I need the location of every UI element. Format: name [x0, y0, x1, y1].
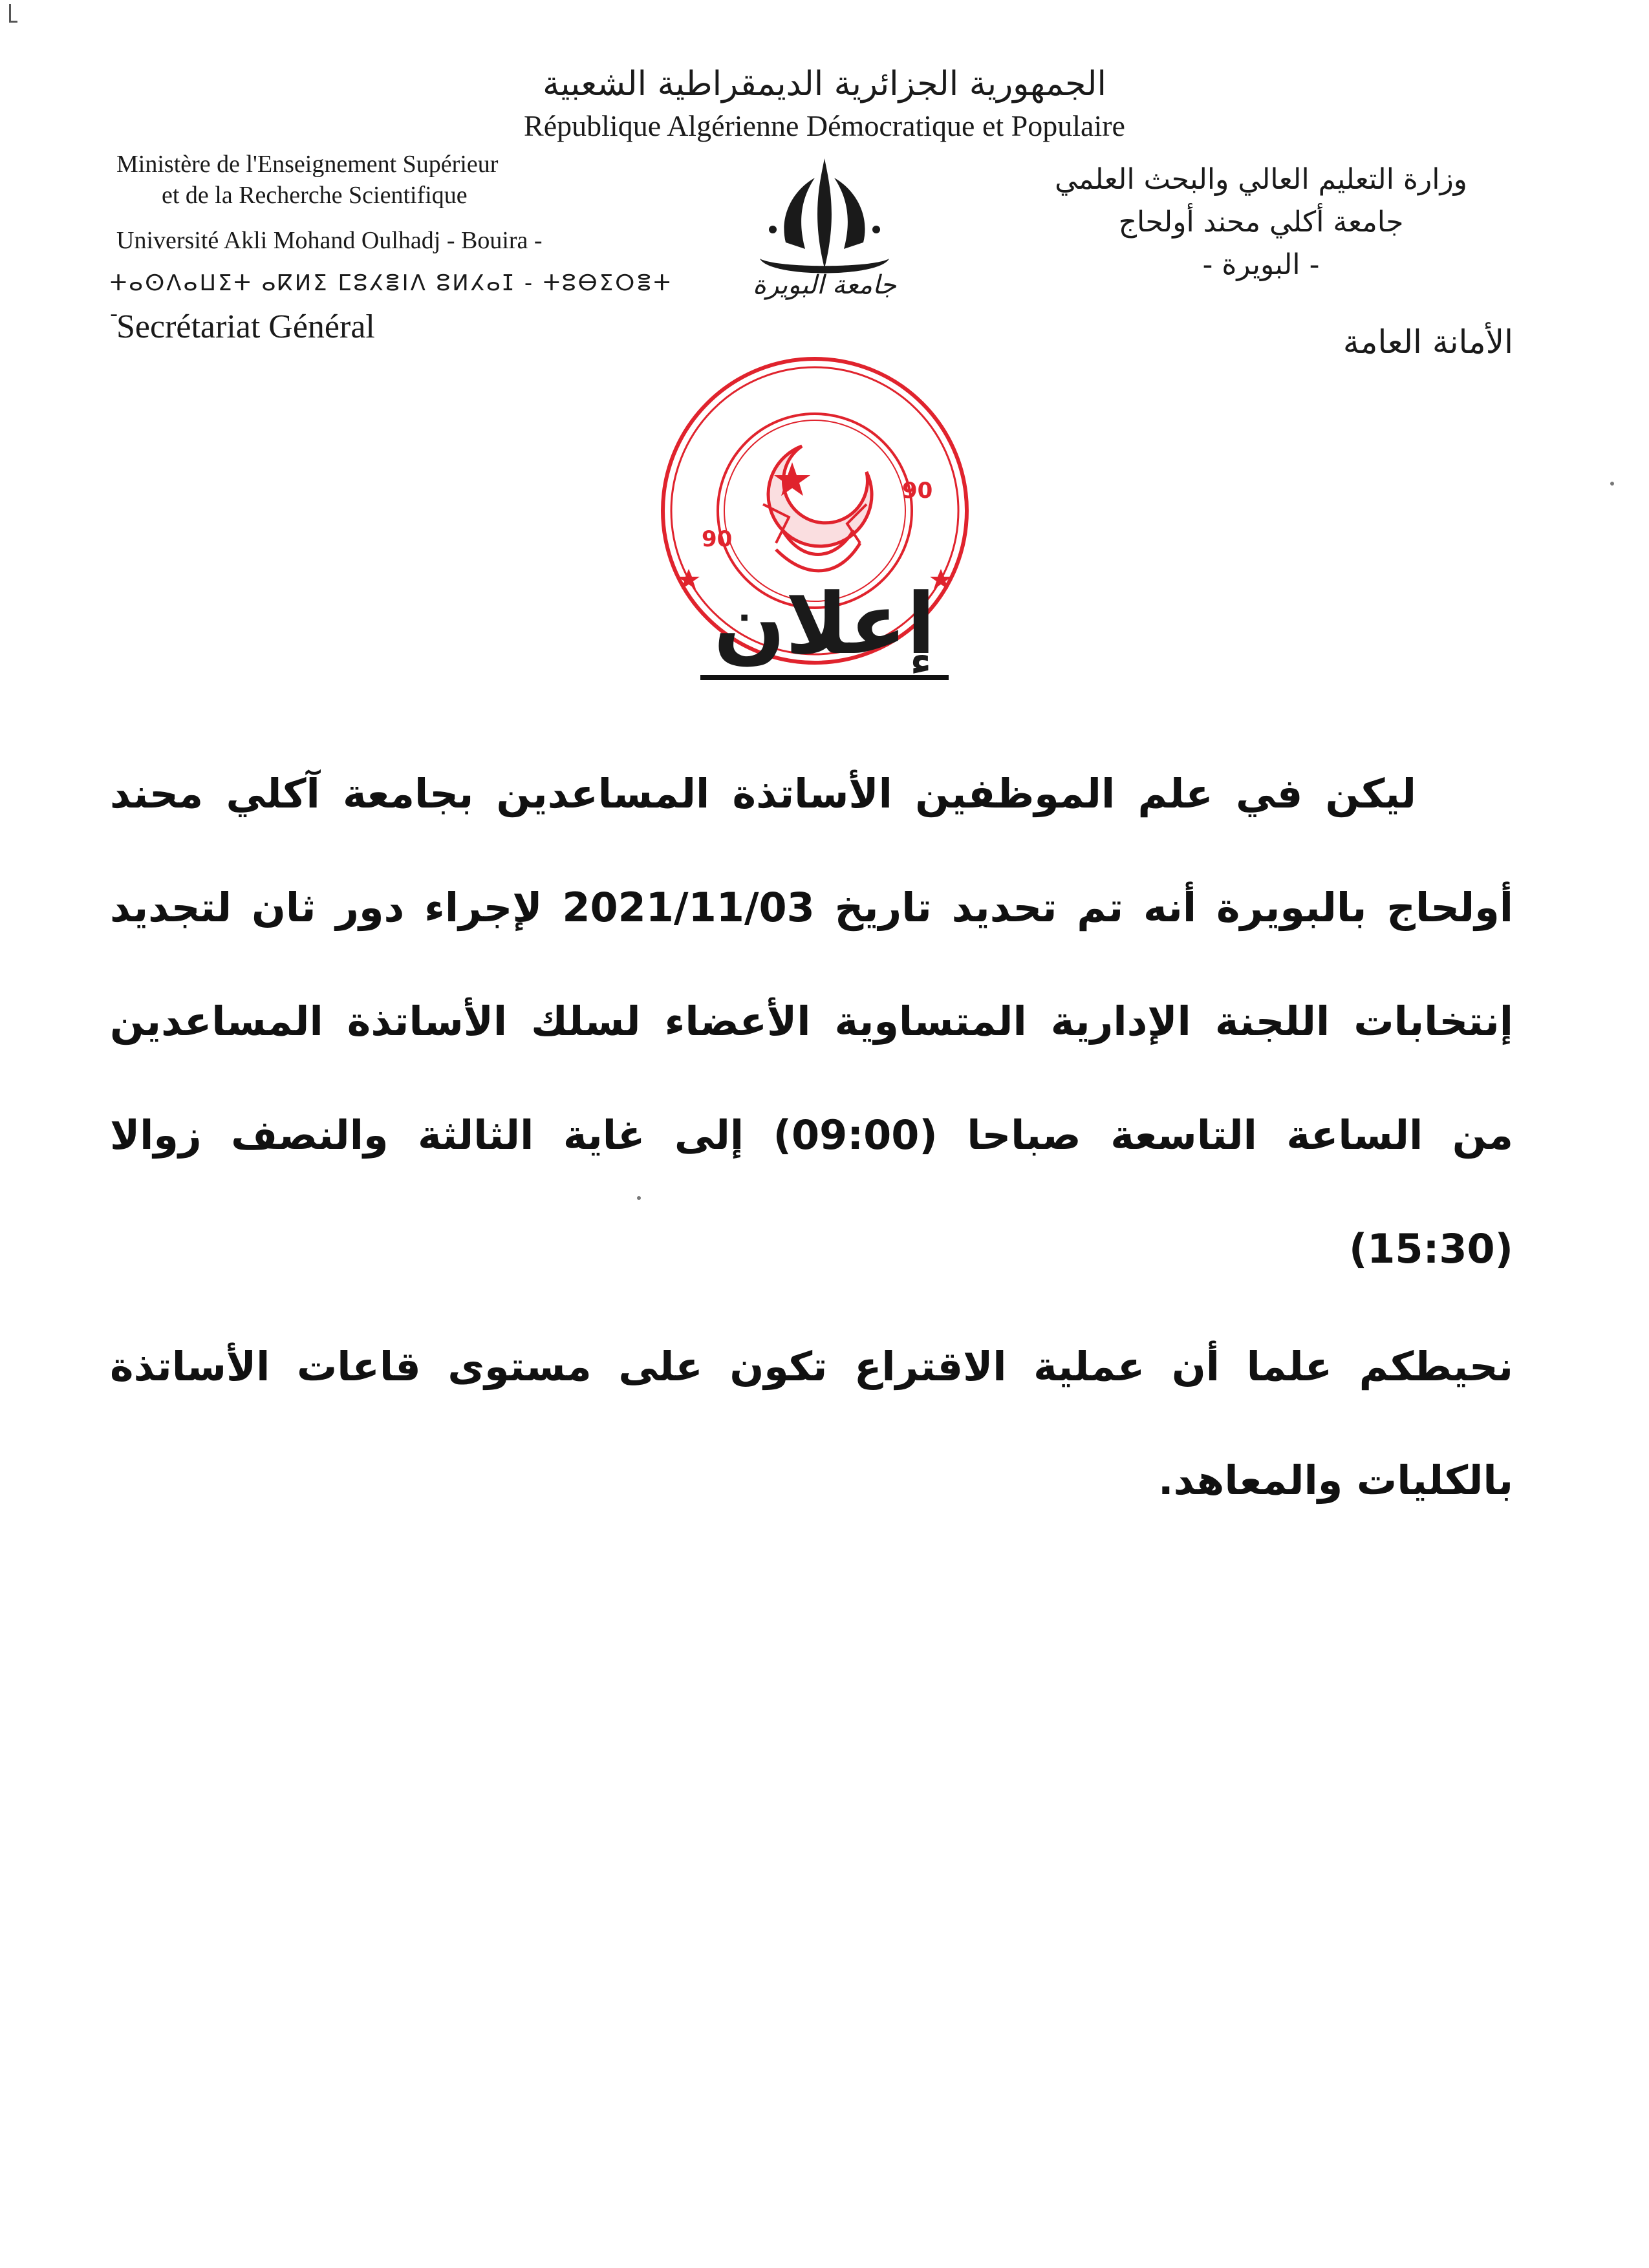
ministry-french-line2: et de la Recherche Scientifique	[162, 182, 468, 209]
secretariat-french: Secrétariat Général	[116, 308, 375, 345]
republic-name-french: République Algérienne Démocratique et Populaire	[524, 109, 1125, 142]
city-arabic: - البويرة -	[1202, 248, 1320, 281]
ministry-arabic: وزارة التعليم العالي والبحث العلمي	[1055, 163, 1467, 196]
seal-number-left: 90	[702, 526, 733, 552]
letterhead-left	[110, 149, 679, 330]
announcement-title: إعلان	[700, 575, 948, 680]
logo-caption: جامعة البويرة	[753, 270, 896, 300]
letterhead-right	[1009, 158, 1513, 286]
announcement-body	[110, 737, 1513, 1537]
announcement-title-wrap	[0, 575, 1649, 680]
scan-corner-mark	[9, 4, 17, 23]
university-arabic: جامعة أكلي محند أولحاج	[1118, 206, 1404, 239]
scan-speck	[637, 1196, 641, 1200]
announcement-paragraph-2: نحيطكم علما أن عملية الاقتراع تكون على مستوى قاعات الأساتذة بالكليات والمعاهد.	[110, 1343, 1513, 1504]
seal-number-right: 90	[902, 478, 933, 504]
ministry-french-line1: Ministère de l'Enseignement Supérieur	[116, 151, 499, 178]
republic-name-arabic: الجمهورية الجزائرية الديمقراطية الشعبية	[543, 65, 1106, 103]
scan-speck	[1610, 482, 1614, 486]
secretariat-arabic: الأمانة العامة	[1342, 323, 1513, 361]
announcement-paragraph-1: ليكن في علم الموظفين الأساتذة المساعدين بجامعة آكلي محند أولحاج بالبويرة أنه تم تحديد تاريخ 2021/11/03 لإجراء دور ثان لتجديد إنتخابات اللجنة الإدارية المتساوية الأعضاء لسلك الأساتذة المساعدين من الساعة التاسعة صباحا (09:00) إلى غاية الثالثة والنصف زوالا (15:30)	[110, 770, 1513, 1272]
university-french: Université Akli Mohand Oulhadj - Bouira -	[116, 227, 543, 254]
university-tifinagh: ⵜⴰⵙⴷⴰⵡⵉⵜ ⴰⴽⵍⵉ ⵎⵓⵃⴻⵏⴷ ⵓⵍⵃⴰⵊ - ⵜⵓⴱⵉⵔⴻⵜ -	[110, 270, 673, 327]
